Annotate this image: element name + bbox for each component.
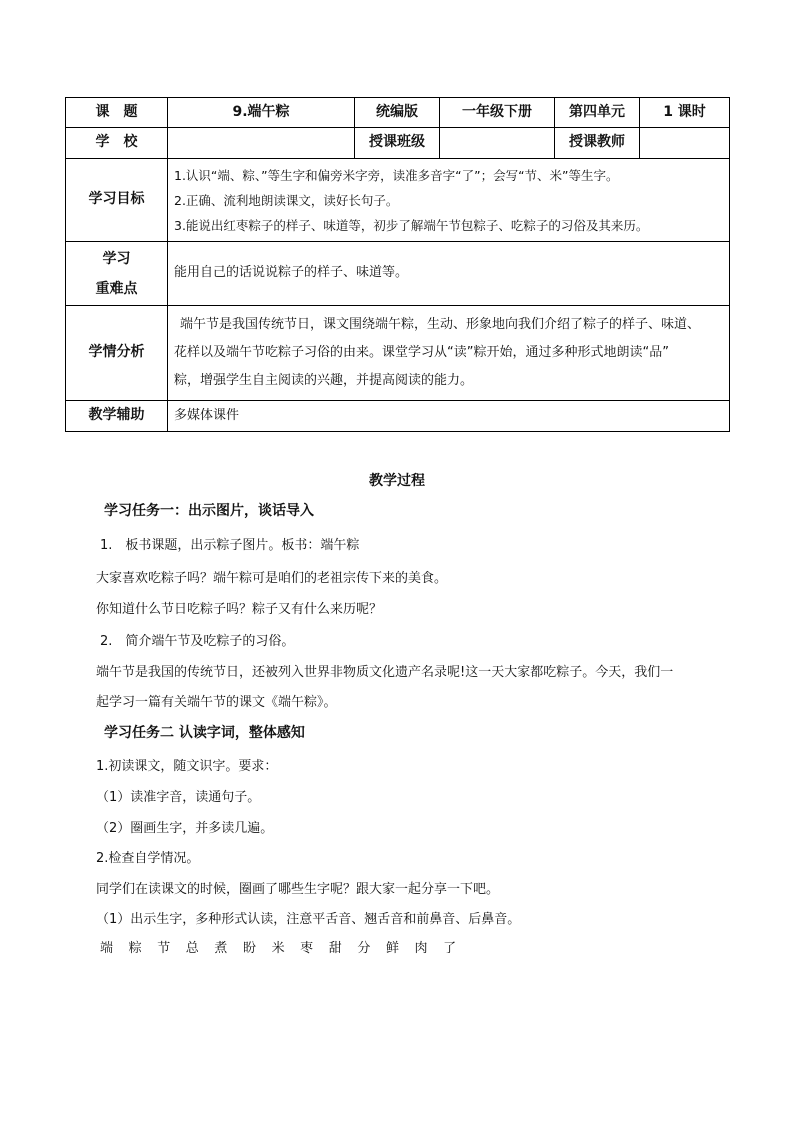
school-value [168,128,355,159]
character: 甜 [328,941,342,956]
key-points-text: 能用自己的话说说粽子的样子、味道等。 [168,242,730,306]
task2-step1a: （1）读准字音，读通句子。 [96,790,261,805]
table-row-aids [66,401,730,432]
table-row-analysis [66,306,730,401]
character: 枣 [300,941,314,956]
task1-paragraph-line2: 起学习一篇有关端午节的课文《端午粽》。 [96,695,337,710]
task2-step1b: （2）圈画生字，并多读几遍。 [96,821,274,836]
analysis-line: 端午节是我国传统节日，课文围绕端午粽，生动、形象地向我们介绍了粽子的样子、味道、 [180,317,701,332]
character: 节 [157,941,171,956]
task2-question: 同学们在读课文的时候，圈画了哪些生字呢？跟大家一起分享一下吧。 [96,882,500,897]
teacher-value [640,128,730,159]
process-title: 教学过程 [369,473,425,489]
task2-step2: 2.检查自学情况。 [96,851,200,866]
class-label: 授课班级 [355,128,440,159]
task1-question2: 你知道什么节日吃粽子吗？粽子又有什么来历呢？ [96,602,383,617]
character: 分 [357,941,371,956]
school-label: 学 校 [66,128,168,159]
goals-label: 学习目标 [66,159,168,242]
task1-heading: 学习任务一：出示图片，谈话导入 [104,503,314,519]
table-row-key-points [66,242,730,306]
topic-label: 课 题 [66,98,168,128]
hours-cell: 1 课时 [640,98,730,128]
analysis-content [168,306,730,401]
task1-item2: 2. 简介端午节及吃粽子的习俗。 [100,634,295,649]
key-points-label [66,242,168,306]
analysis-line: 粽，增强学生自主阅读的兴趣，并提高阅读的能力。 [174,373,474,388]
character: 总 [185,941,199,956]
goal-item: 3.能说出红枣粽子的样子、味道等，初步了解端午节包粽子、吃粽子的习俗及其来历。 [174,217,649,233]
class-value [440,128,555,159]
task1-item1: 1. 板书课题，出示粽子图片。板书：端午粽 [100,538,360,553]
table-row-topic [66,98,730,128]
grade-cell: 一年级下册 [440,98,555,128]
goal-item: 2.正确、流利地朗读课文，读好长句子。 [174,192,399,208]
key-label-line1: 学习 [102,250,131,267]
task2-step1: 1.初读课文，随文识字。要求： [96,759,278,774]
character: 鲜 [385,941,399,956]
analysis-line: 花样以及端午节吃粽子习俗的由来。课堂学习从“读”粽开始，通过多种形式地朗读“品” [174,345,669,360]
teacher-label: 授课教师 [555,128,640,159]
goals-content [168,159,730,242]
character: 米 [271,941,285,956]
analysis-label: 学情分析 [66,306,168,401]
edition-cell: 统编版 [355,98,440,128]
unit-cell: 第四单元 [555,98,640,128]
goal-item: 1.认识“端、粽、”等生字和偏旁米字旁，读准多音字“了”；会写“节、米”等生字。 [174,167,619,183]
aids-text: 多媒体课件 [168,401,730,432]
aids-label: 教学辅助 [66,401,168,432]
character: 煮 [214,941,228,956]
task1-paragraph-line1: 端午节是我国的传统节日，还被列入世界非物质文化遗产名录呢!这一天大家都吃粽子。今天，我们一 [96,665,674,680]
character: 盼 [242,941,256,956]
character: 粽 [128,941,142,956]
new-characters-list [100,937,472,956]
table-row-goals [66,159,730,242]
character: 了 [443,941,457,956]
character: 肉 [414,941,428,956]
lesson-title: 9.端午粽 [168,98,355,128]
key-label-line2: 重难点 [95,280,138,297]
table-row-school [66,128,730,159]
character: 端 [100,941,114,956]
task2-heading: 学习任务二 认读字词，整体感知 [104,725,305,741]
task1-question1: 大家喜欢吃粽子吗？端午粽可是咱们的老祖宗传下来的美食。 [96,571,448,586]
lesson-plan-table [65,97,730,432]
task2-step2a: （1）出示生字，多种形式认读，注意平舌音、翘舌音和前鼻音、后鼻音。 [96,912,521,927]
